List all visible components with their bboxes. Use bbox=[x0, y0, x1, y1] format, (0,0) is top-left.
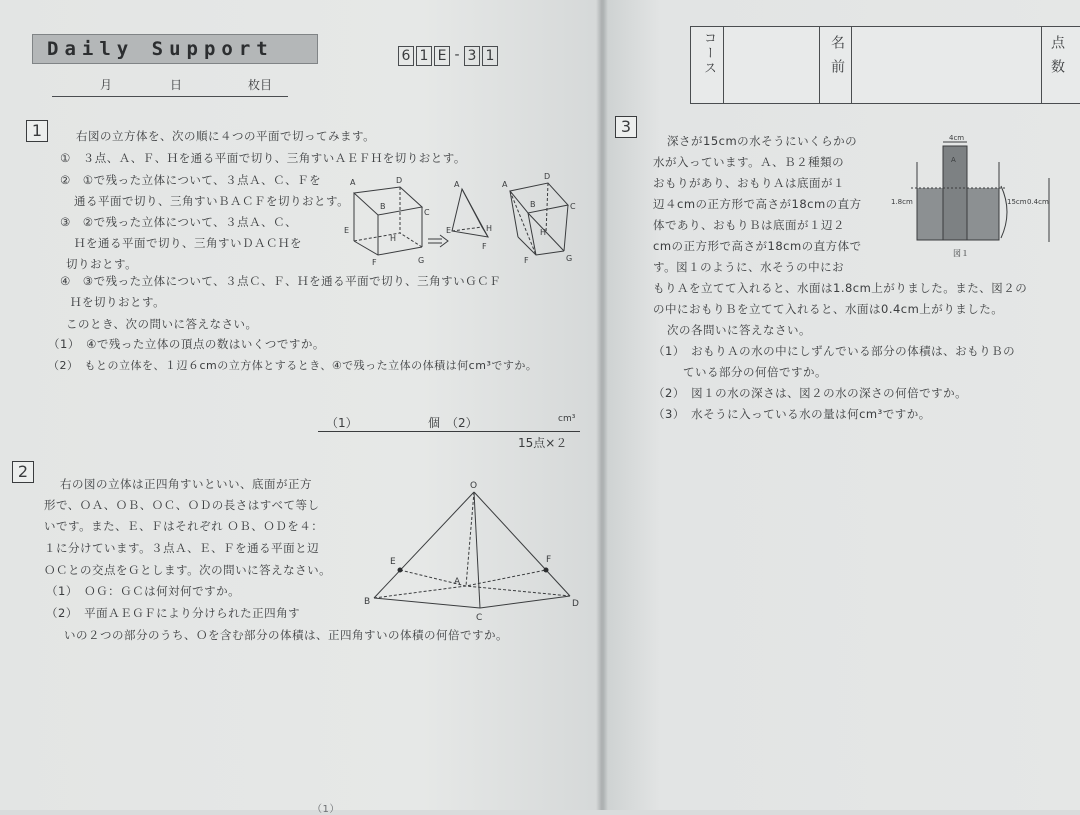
weight-width-label: 4cm bbox=[949, 134, 965, 142]
depth-label: 15cm bbox=[1007, 198, 1027, 206]
rise2-label: 0.4cm bbox=[1027, 198, 1049, 206]
name-input-area[interactable] bbox=[851, 27, 1042, 103]
cube1-vertex-label: B bbox=[380, 202, 386, 211]
tank-figure bbox=[891, 134, 1077, 264]
q2-line: 右の図の立体は正四角すいといい、底面が正方 bbox=[60, 477, 312, 491]
sheet-label: 枚目 bbox=[248, 78, 273, 92]
q2-line: 形で、ＯＡ、ＯＢ、ＯＣ、ＯＤの長さはすべて等し bbox=[44, 498, 320, 512]
cube-cutting-figure bbox=[340, 172, 590, 267]
cube1-vertex-label: A bbox=[350, 178, 356, 187]
tetra-vertex-label: H bbox=[486, 224, 493, 233]
cube3-vertex-label: G bbox=[566, 254, 573, 263]
q1-line: 右図の立方体を、次の順に４つの平面で切ってみます。 bbox=[76, 129, 376, 143]
name-label-cell bbox=[819, 27, 852, 103]
cube3-vertex-label: A bbox=[502, 180, 508, 189]
q3-line: の中におもりＢを立てて入れると、水面は0.4cm上がりました。 bbox=[653, 302, 1004, 316]
code-dash: - bbox=[454, 47, 460, 63]
worksheet-code bbox=[398, 46, 498, 66]
code-char: 1 bbox=[482, 46, 498, 66]
q3-line: ている部分の何倍ですか。 bbox=[683, 365, 827, 379]
figure-caption: 図１ bbox=[953, 249, 969, 258]
answer-label-2: （2） bbox=[446, 416, 478, 430]
course-label: コース bbox=[701, 31, 716, 76]
q2-line: いです。また、Ｅ、Ｆはそれぞれ ＯＢ、ＯＤを４： bbox=[44, 519, 324, 533]
code-char: 6 bbox=[398, 46, 414, 66]
pyramid-vertex-label: E bbox=[390, 557, 396, 567]
question-number-1: 1 bbox=[26, 120, 48, 142]
q1-line: Ｈを切りおとす。 bbox=[70, 295, 166, 309]
month-label: 月 bbox=[100, 78, 113, 92]
q1-subquestion-1: （1） ④で残った立体の頂点の数はいくつですか。 bbox=[48, 337, 325, 351]
book-spine bbox=[596, 0, 608, 810]
cube3-vertex-label: B bbox=[530, 200, 536, 209]
code-char: 1 bbox=[416, 46, 432, 66]
q2-subquestion-1: （1） ＯＧ：ＧＣは何対何ですか。 bbox=[46, 584, 241, 598]
code-char: E bbox=[434, 46, 450, 66]
pyramid-vertex-label: F bbox=[546, 555, 552, 565]
q3-line: おもりがあり、おもりＡは底面が１ bbox=[653, 176, 845, 190]
q1-line: ④ ③で残った立体について、３点Ｃ、Ｆ、Ｈを通る平面で切り、三角すいＧＣＦ bbox=[60, 274, 502, 288]
pyramid-vertex-label: B bbox=[364, 597, 371, 607]
q1-line: ③ ②で残った立体について、３点Ａ、Ｃ、 bbox=[60, 215, 298, 229]
page-footer: （1） bbox=[312, 804, 340, 815]
course-cell bbox=[691, 27, 724, 103]
pyramid-vertex-label: D bbox=[572, 599, 579, 609]
right-page bbox=[603, 0, 1080, 810]
q1-answer-line bbox=[318, 413, 580, 432]
q1-subquestion-2: （2） もとの立体を、１辺６cmの立方体とするとき、④で残った立体の体積は何cm³ですか。 bbox=[48, 359, 538, 372]
course-input-area[interactable] bbox=[723, 27, 820, 103]
cube1-vertex-label: C bbox=[424, 208, 430, 217]
cube1-vertex-label: H bbox=[390, 234, 397, 243]
point-f-marker bbox=[544, 568, 549, 573]
day-label: 日 bbox=[170, 78, 183, 92]
name-score-box bbox=[690, 26, 1080, 104]
q3-line: す。図１のように、水そうの中にお bbox=[653, 260, 845, 274]
cube3-vertex-label: F bbox=[524, 256, 529, 265]
code-char: 3 bbox=[464, 46, 480, 66]
pyramid-vertex-label: A bbox=[454, 577, 461, 587]
q3-subquestion-2: （2） 図１の水の深さは、図２の水の深さの何倍ですか。 bbox=[653, 386, 968, 400]
answer-unit-1: 個 bbox=[428, 416, 441, 430]
pyramid-vertex-label: C bbox=[476, 613, 483, 623]
q2-line: いの２つの部分のうち、Ｏを含む部分の体積は、正四角すいの体積の何倍ですか。 bbox=[64, 628, 508, 642]
q3-subquestion-1: （1） おもりＡの水の中にしずんでいる部分の体積は、おもりＢの bbox=[653, 344, 1016, 358]
q1-score: 15点×２ bbox=[518, 436, 568, 450]
question-number-2: 2 bbox=[12, 461, 34, 483]
point-e-marker bbox=[398, 568, 403, 573]
q1-line: ① ３点、Ａ、Ｆ、Ｈを通る平面で切り、三角すいＡＥＦＨを切りおとす。 bbox=[60, 151, 466, 165]
q3-line: 水が入っています。Ａ、Ｂ２種類の bbox=[653, 155, 845, 169]
weight-a-label: A bbox=[951, 156, 956, 164]
cube1-vertex-label: D bbox=[396, 176, 403, 185]
q3-line: 深さが15cmの水そうにいくらかの bbox=[667, 134, 858, 148]
q2-line: ＯＣとの交点をＧとします。次の問いに答えなさい。 bbox=[44, 563, 332, 577]
brand-title: Daily Support bbox=[32, 34, 318, 64]
q1-line: Ｈを通る平面で切り、三角すいＤＡＣＨを bbox=[74, 236, 302, 250]
question-number-3: 3 bbox=[615, 116, 637, 138]
cube1-vertex-label: E bbox=[344, 226, 350, 235]
date-row bbox=[52, 74, 288, 97]
q3-line: cmの正方形で高さが18cmの直方体で bbox=[653, 239, 862, 253]
answer-label-1: （1） bbox=[326, 416, 358, 430]
q3-line: 体であり、おもりＢは底面が１辺２ bbox=[653, 218, 845, 232]
cube3-vertex-label: C bbox=[570, 202, 576, 211]
score-label: 点数 bbox=[1049, 35, 1065, 83]
q2-line: １に分けています。３点Ａ、Ｅ、Ｆを通る平面と辺 bbox=[44, 541, 320, 555]
cube1-vertex-label: G bbox=[418, 256, 425, 265]
q1-line: 切りおとす。 bbox=[66, 257, 138, 271]
pyramid-figure bbox=[366, 478, 586, 628]
cube3-vertex-label: H bbox=[540, 228, 547, 237]
tetra-vertex-label: A bbox=[454, 180, 460, 189]
tetra-vertex-label: F bbox=[482, 242, 487, 251]
cube1-vertex-label: F bbox=[372, 258, 377, 267]
q1-line: このとき、次の問いに答えなさい。 bbox=[66, 317, 258, 331]
cube3-vertex-label: D bbox=[544, 172, 551, 181]
q2-subquestion-2: （2） 平面ＡＥＧＦにより分けられた正四角す bbox=[46, 606, 301, 620]
q1-line: ② ①で残った立体について、３点Ａ、Ｃ、Ｆを bbox=[60, 173, 322, 187]
q3-line: 辺４cmの正方形で高さが18cmの直方 bbox=[653, 197, 862, 211]
q1-line: 通る平面で切り、三角すいＢＡＣＦを切りおとす。 bbox=[74, 194, 350, 208]
name-label: 名前 bbox=[829, 35, 845, 83]
rise-label: 1.8cm bbox=[891, 198, 913, 206]
q3-subquestion-3: （3） 水そうに入っている水の量は何cm³ですか。 bbox=[653, 407, 931, 421]
q3-line: もりＡを立てて入れると、水面は1.8cm上がりました。また、図２の bbox=[653, 281, 1028, 295]
q3-line: 次の各問いに答えなさい。 bbox=[667, 323, 811, 337]
tetra-vertex-label: E bbox=[446, 226, 452, 235]
answer-unit-2: cm³ bbox=[558, 414, 576, 424]
pyramid-vertex-label: O bbox=[470, 481, 478, 491]
